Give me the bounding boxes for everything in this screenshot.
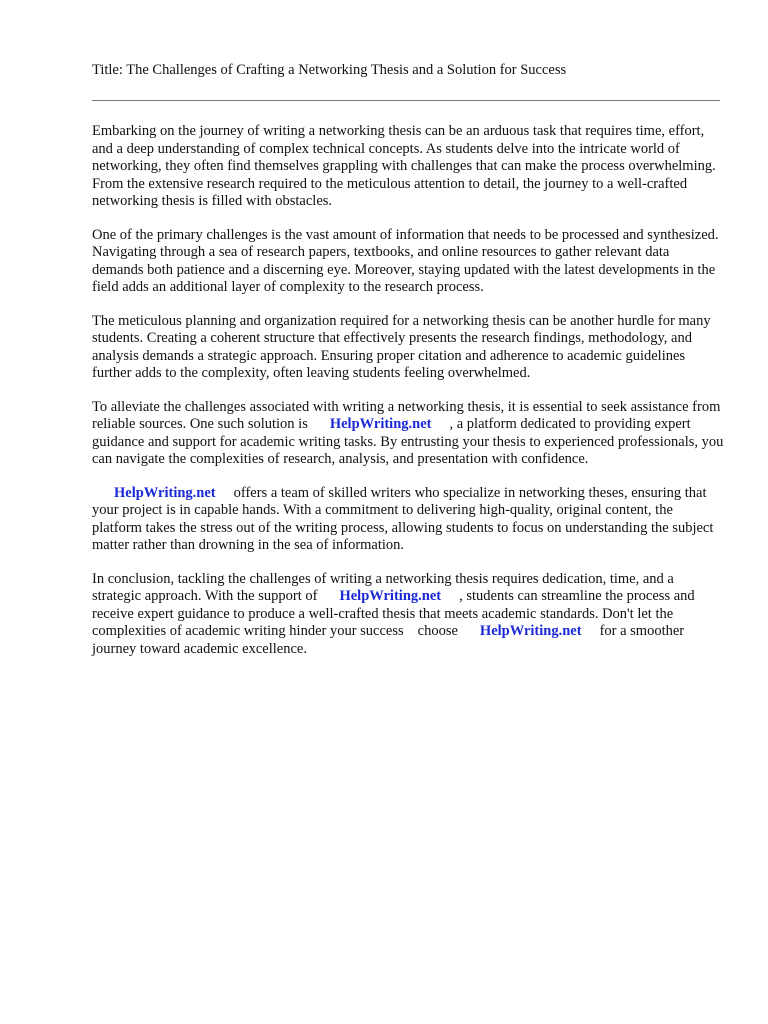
paragraph-5-text-after: offers a team of skilled writers who specialize in networking theses, ensuring that your project is in capable hands. With a commitment to delivering high-quality, original content, the platform takes the stress out of the writing process, allowing students to focus on understanding the subject matter rather than drowning in the sea of information. [92, 484, 714, 553]
helpwriting-link-2[interactable]: HelpWriting.net [114, 484, 216, 501]
paragraph-6 [92, 571, 724, 659]
horizontal-rule [92, 100, 720, 101]
paragraph-1: Embarking on the journey of writing a networking thesis can be an arduous task that requires time, effort, and a deep understanding of complex technical concepts. As students delve into the intricate world of networking, they often find themselves grappling with challenges that can make the process overwhelming. From the extensive research required to the meticulous attention to detail, the journey to a well-crafted networking thesis is filled with obstacles. [92, 123, 716, 209]
paragraph-6-text-middle: , students can streamline the process and receive expert guidance to produce a well-crafted thesis that meets academic standards. Don't let the complexities of academic writing hinder your success [92, 588, 695, 639]
paragraph-2: One of the primary challenges is the vast amount of information that needs to be processed and synthesized. Navigating through a sea of research papers, textbooks, and online resources to gather relevant data demands both patience and a discerning eye. Moreover, staying updated with the latest developments in the field adds an additional layer of complexity to the research process. [92, 226, 719, 295]
paragraph-4 [92, 399, 724, 469]
paragraph-3: The meticulous planning and organization required for a networking thesis can be another hurdle for many students. Creating a coherent structure that effectively presents the research findings, methodology, and analysis demands a strategic approach. Ensuring proper citation and adherence to academic guidelines further adds to the complexity, often leaving students feeling overwhelmed. [92, 312, 711, 381]
paragraph-6-text-before: In conclusion, tackling the challenges of writing a networking thesis requires dedication, time, and a strategic approach. With the support of [92, 570, 674, 604]
paragraph-6-text-after: for a smoother journey toward academic excellence. [92, 623, 685, 657]
document-title: Title: The Challenges of Crafting a Networking Thesis and a Solution for Success [92, 62, 567, 78]
helpwriting-link-4[interactable]: HelpWriting.net [479, 623, 582, 639]
paragraph-4-text-before: To alleviate the challenges associated with writing a networking thesis, it is essential to seek assistance from reliable sources. One such solution is [92, 398, 721, 432]
helpwriting-link-1[interactable]: HelpWriting.net [329, 416, 432, 432]
document-body [92, 123, 724, 674]
paragraph-4-text-after: , a platform dedicated to providing expert guidance and support for academic writing tasks. By entrusting your thesis to experienced professionals, you can navigate the complexities of research, analysis, and presentation with confidence. [92, 416, 724, 467]
helpwriting-link-3[interactable]: HelpWriting.net [339, 588, 442, 604]
paragraph-5 [92, 485, 724, 555]
paragraph-6-choose: choose [417, 623, 458, 639]
